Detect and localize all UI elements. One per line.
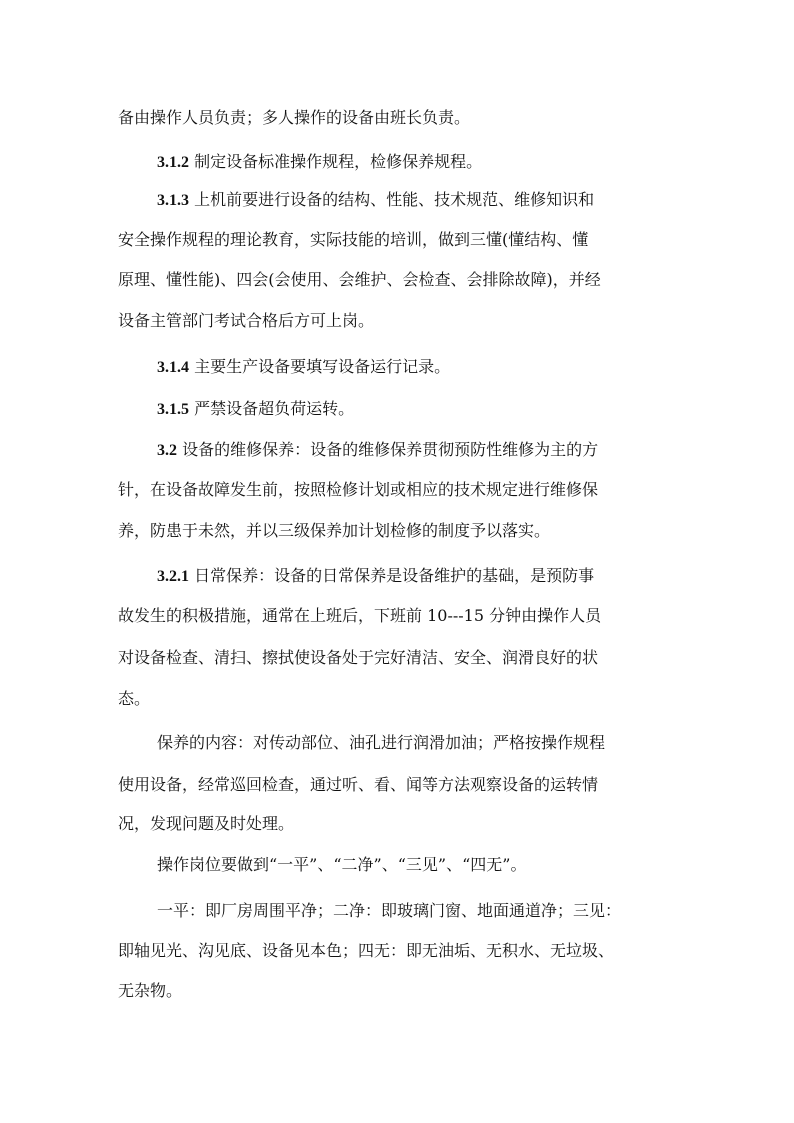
clause-number: 3.1.3 — [157, 192, 189, 209]
text-line — [118, 108, 470, 128]
text-line — [118, 521, 550, 541]
text-line — [118, 981, 182, 1001]
clause-number: 3.1.4 — [157, 359, 189, 376]
text-line-content: 备由操作人员负责；多人操作的设备由班长负责。 — [118, 108, 471, 127]
text-line — [157, 733, 605, 753]
clause-3-1-3 — [157, 190, 594, 211]
text-line-content: 操作岗位要做到“一平”、“二净”、“三见”、“四无”。 — [157, 855, 527, 874]
text-line-content: 养，防患于未然，并以三级保养加计划检修的制度予以落实。 — [118, 521, 551, 540]
text-line — [118, 230, 588, 250]
text-line-content: 安全操作规程的理论教育，实际技能的培训，做到三懂(懂结构、懂 — [118, 230, 589, 249]
text-line-content: 严禁设备超负荷运转。 — [189, 399, 355, 418]
text-line — [118, 775, 598, 795]
clause-number: 3.1.5 — [157, 401, 189, 418]
text-line — [118, 814, 294, 834]
clause-3-1-2 — [157, 152, 482, 173]
text-line — [118, 606, 601, 626]
text-line-content: 针，在设备故障发生前，按照检修计划或相应的技术规定进行维修保 — [118, 480, 599, 499]
text-line-content: 设备的维修保养：设备的维修保养贯彻预防性维修为主的方 — [177, 440, 599, 459]
text-line-content: 日常保养：设备的日常保养是设备维护的基础，是预防事 — [189, 566, 595, 585]
text-line-content: 一平：即厂房周围平净；二净：即玻璃门窗、地面通道净；三见： — [157, 901, 622, 920]
text-line-content: 况，发现问题及时处理。 — [118, 814, 295, 833]
text-line-content: 原理、懂性能)、四会(会使用、会维护、会检查、会排除故障)，并经 — [118, 270, 601, 289]
text-line — [118, 648, 598, 668]
text-line-content: 主要生产设备要填写设备运行记录。 — [189, 357, 451, 376]
text-line — [118, 941, 614, 961]
clause-3-2-1 — [157, 566, 594, 587]
clause-number: 3.2 — [157, 442, 177, 459]
text-line-content: 制定设备标准操作规程，检修保养规程。 — [189, 152, 483, 171]
text-line — [118, 270, 601, 290]
clause-number: 3.1.2 — [157, 154, 189, 171]
text-line-content: 保养的内容：对传动部位、油孔进行润滑加油；严格按操作规程 — [157, 733, 606, 752]
text-line-content: 对设备检查、清扫、擦拭使设备处于完好清洁、安全、润滑良好的状 — [118, 648, 599, 667]
text-line-content: 即轴见光、沟见底、设备见本色；四无：即无油垢、无积水、无垃圾、 — [118, 941, 615, 960]
text-line — [118, 311, 374, 331]
clause-number: 3.2.1 — [157, 568, 189, 585]
text-line-content: 上机前要进行设备的结构、性能、技术规范、维修知识和 — [189, 190, 595, 209]
clause-3-1-4 — [157, 357, 450, 378]
text-line — [118, 689, 150, 709]
text-line-content: 设备主管部门考试合格后方可上岗。 — [118, 311, 375, 330]
text-line — [157, 901, 621, 921]
text-line — [118, 480, 598, 500]
text-line — [157, 855, 526, 875]
text-line-content: 无杂物。 — [118, 981, 183, 1000]
text-line-content: 故发生的积极措施，通常在上班后，下班前 10---15 分钟由操作人员 — [118, 606, 602, 625]
text-line-content: 态。 — [118, 689, 151, 708]
clause-3-2 — [157, 440, 598, 461]
text-line-content: 使用设备，经常巡回检查，通过听、看、闻等方法观察设备的运转情 — [118, 775, 599, 794]
clause-3-1-5 — [157, 399, 354, 420]
